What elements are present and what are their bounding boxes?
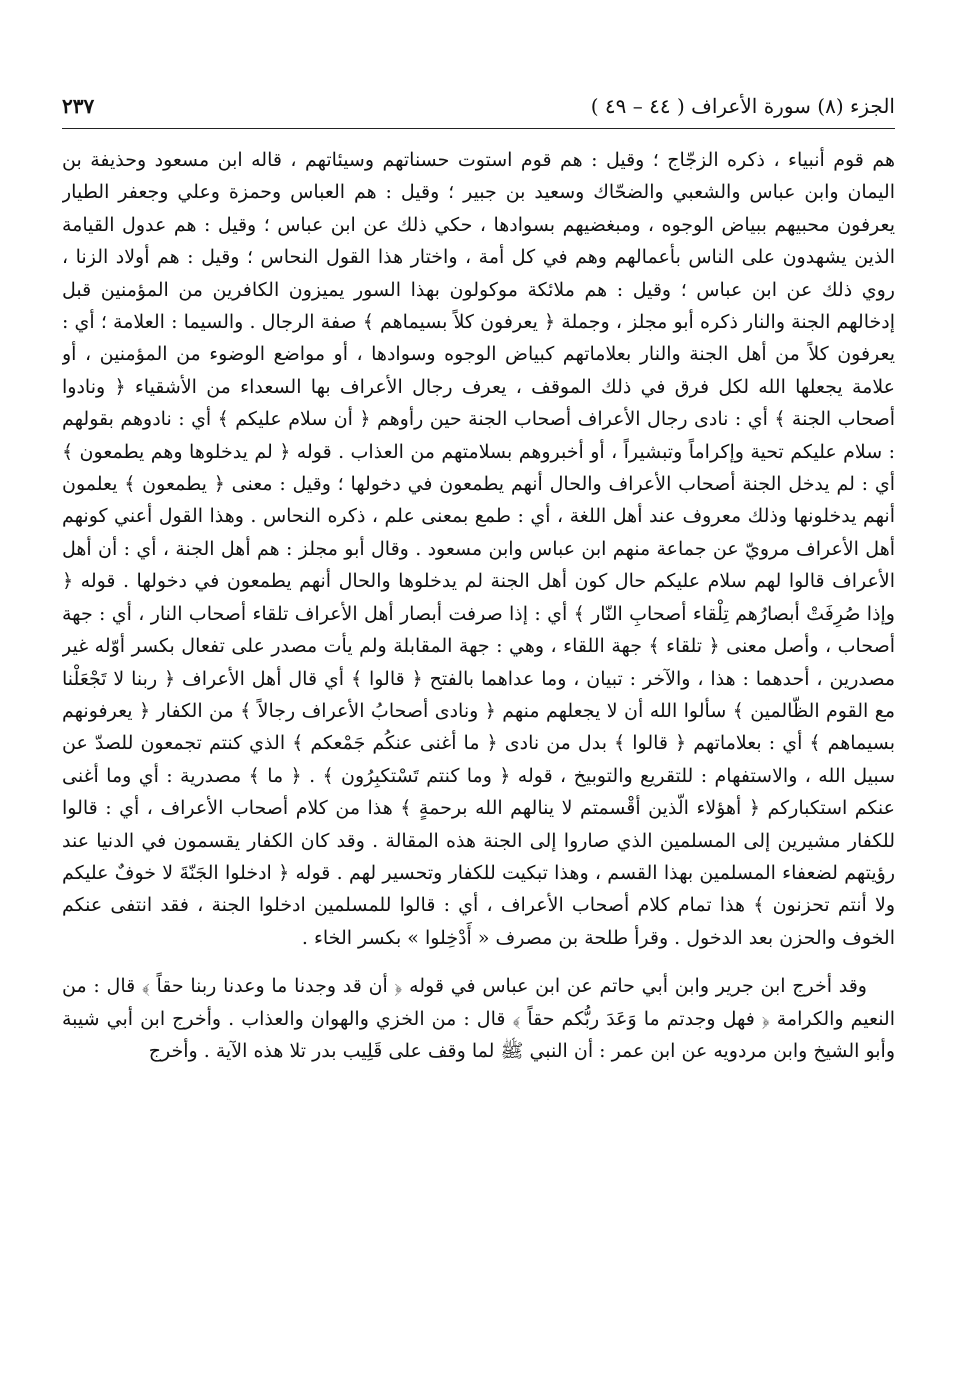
paragraph: وقد أخرج ابن جرير وابن أبي حاتم عن ابن عباس في قوله ﴿ أن قد وجدنا ما وعدنا ربنا حقاً ﴾ قال : من النعيم والكرامة ﴿ فهل وجدتم ما وَعَدَ ربُّكم حقاً ﴾ قال : من الخزي والهوان والعذاب . وأخرج ابن أبي شيبة وأبو الشيخ وابن مردويه عن ابن عمر : أن النبي ﷺ لما وقف على قَلِيب بدر تلا هذه الآية . وأخرج — [62, 975, 895, 1062]
page-body — [62, 144, 895, 1304]
running-title: الجزء (٨) سورة الأعراف ( ٤٤ – ٤٩ ) — [590, 94, 895, 118]
paragraph: هم قوم أنبياء ، ذكره الزجّاج ؛ وقيل : هم قوم استوت حسناتهم وسيئاتهم ، قاله ابن مسعود وحذيفة بن اليمان وابن عباس والشعبي والضحّاك وسعيد بن جبير ؛ وقيل : هم العباس وحمزة وعلي وجعفر الطيار يعرفون محبيهم ببياض الوجوه ، ومبغضيهم بسوادها ، حكي ذلك عن ابن عباس ؛ وقيل : هم عدول القيامة الذين يشهدون على الناس بأعمالهم وهم في كل أمة ، واختار هذا القول النحاس ؛ وقيل : هم أولاد الزنا ، روي ذلك عن ابن عباس ؛ وقيل : هم ملائكة موكولون بهذا السور يميزون الكافرين من المؤمنين قبل إدخالهم الجنة والنار ذكره أبو مجلز ، وجملة ﴿ يعرفون كلاً بسيماهم ﴾ صفة الرجال . والسيما : العلامة ؛ أي : يعرفون كلاً من أهل الجنة والنار بعلاماتهم كبياض الوجوه وسوادها ، أو مواضع الوضوء من المؤمنين ، أو علامة يجعلها الله لكل فرق في ذلك الموقف ، يعرف رجال الأعراف بها السعداء من الأشقياء ﴿ ونادوا أصحاب الجنة ﴾ أي : نادى رجال الأعراف أصحاب الجنة حين رأوهم ﴿ أن سلام عليكم ﴾ أي : نادوهم بقولهم : سلام عليكم تحية وإكراماً وتبشيراً ، أو أخبروهم بسلامتهم من العذاب . قوله ﴿ لم يدخلوها وهم يطمعون ﴾ أي : لم يدخل الجنة أصحاب الأعراف والحال أنهم يطمعون في دخولها ؛ وقيل : معنى ﴿ يطمعون ﴾ يعلمون أنهم يدخلونها وذلك معروف عند أهل اللغة ، أي : طمع بمعنى علم ، ذكره النحاس . وهذا القول أعني كونهم أهل الأعراف مرويّ عن جماعة منهم ابن عباس وابن مسعود . وقال أبو مجلز : هم أهل الجنة ، أي : أن أهل الأعراف قالوا لهم سلام عليكم حال كون أهل الجنة لم يدخلوها والحال أنهم يطمعون في دخولها . قوله ﴿ وإذا صُرِفَتْ أبصارُهم تِلْقاء أصحابِ النّار ﴾ أي : إذا صرفت أبصار أهل الأعراف تلقاء أصحاب النار ، أي : جهة أصحاب ، وأصل معنى ﴿ تلقاء ﴾ جهة اللقاء ، وهي : جهة المقابلة ولم يأت مصدر على تفعال بكسر أوّله غير مصدرين ، أحدهما : هذا ، والآخر : تبيان ، وما عداهما بالفتح ﴿ قالوا ﴾ أي قال أهل الأعراف ﴿ ربنا لا تَجْعَلْنا مع القوم الظّالمين ﴾ سألوا الله أن لا يجعلهم منهم ﴿ ونادى أصحابُ الأعراف رجالاً ﴾ من الكفار ﴿ يعرفونهم بسيماهم ﴾ أي : بعلاماتهم ﴿ قالوا ﴾ بدل من نادى ﴿ ما أغنى عنكُم جَمْعكم ﴾ الذي كنتم تجمعون للصدّ عن سبيل الله ، والاستفهام : للتقريع والتوبيخ ، قوله ﴿ وما كنتم تَسْتكبِرُون ﴾ . ﴿ ما ﴾ مصدرية : أي وما أغنى عنكم استكباركم ﴿ أهؤلاء الّذين أقْسمتم لا ينالهم الله برحمةٍ ﴾ هذا من كلام أصحاب الأعراف ، أي : قالوا للكفار مشيرين إلى المسلمين الذي صاروا إلى الجنة هذه المقالة . وقد كان الكفار يقسمون في الدنيا عند رؤيتهم لضعفاء المسلمين بهذا القسم ، وهذا تبكيت للكفار وتحسير لهم . قوله ﴿ ادخلوا الجَنّةَ لا خوفٌ عليكم ولا أنتم تحزنون ﴾ هذا تمام كلام أصحاب الأعراف ، أي : قالوا للمسلمين ادخلوا الجنة ، فقد انتفى عنكم الخوف والحزن بعد الدخول . وقرأ طلحة بن مصرف « أَدْخِلوا » بكسر الخاء . — [62, 149, 895, 949]
page-header — [62, 88, 895, 129]
page-number: ٢٣٧ — [62, 94, 95, 118]
